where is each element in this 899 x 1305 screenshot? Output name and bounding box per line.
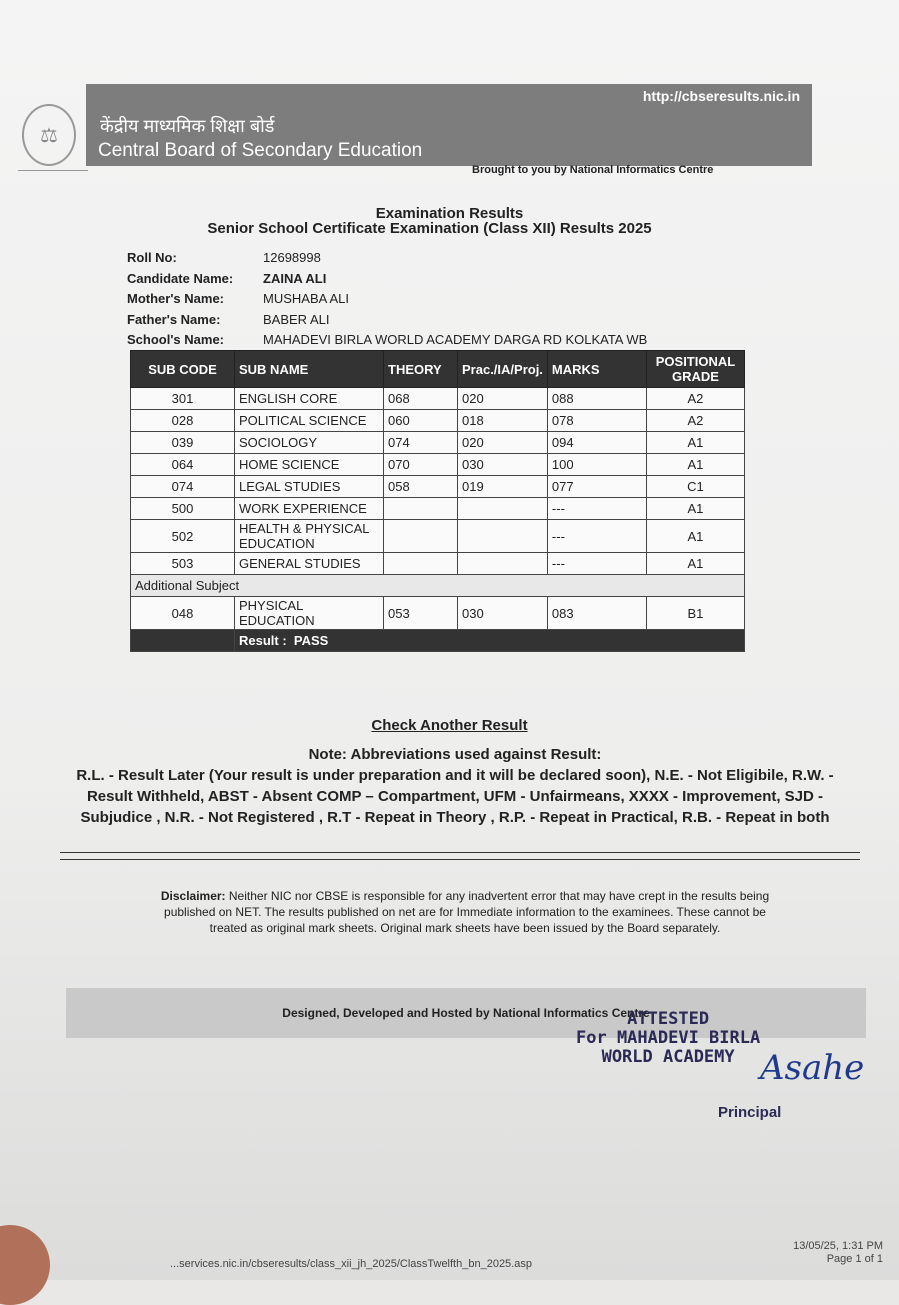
- cell: HOME SCIENCE: [235, 454, 384, 476]
- board-title: Central Board of Secondary Education: [98, 140, 423, 161]
- info-label: Mother's Name:: [127, 291, 224, 306]
- cell: POLITICAL SCIENCE: [235, 410, 384, 432]
- cell: 074: [131, 476, 235, 498]
- cell: [384, 553, 458, 575]
- cell: A1: [646, 498, 744, 520]
- cell: [384, 520, 458, 553]
- info-row: [127, 271, 647, 292]
- col-sub-name: SUB NAME: [235, 351, 384, 388]
- double-divider: [60, 852, 860, 860]
- cell: A1: [646, 432, 744, 454]
- table-row: [131, 454, 745, 476]
- disclaimer-label: Disclaimer:: [160, 889, 226, 903]
- exam-subheading: Senior School Certificate Examination (Class XII) Results 2025: [207, 220, 652, 237]
- additional-subject-row: [131, 575, 745, 597]
- cell: A1: [646, 553, 744, 575]
- cell: 048: [131, 597, 235, 630]
- cell: 503: [131, 553, 235, 575]
- info-label: Candidate Name:: [127, 270, 234, 286]
- print-datetime: 13/05/25, 1:31 PM: [793, 1240, 883, 1252]
- cell: 502: [131, 520, 235, 553]
- principal-signature: Asahe: [760, 1048, 865, 1088]
- table-row: [131, 432, 745, 454]
- cell: GENERAL STUDIES: [235, 553, 384, 575]
- cell: 064: [131, 454, 235, 476]
- cell: 018: [458, 410, 548, 432]
- cell: HEALTH & PHYSICAL EDUCATION: [235, 520, 384, 553]
- exam-heading: Examination Results: [375, 205, 524, 222]
- cell: 058: [384, 476, 458, 498]
- table-row: [131, 388, 745, 410]
- disclaimer: [160, 888, 770, 936]
- info-value: MAHADEVI BIRLA WORLD ACADEMY DARGA RD KOLKATA WB: [263, 332, 648, 347]
- table-row: [131, 410, 745, 432]
- stamp-line: ATTESTED: [627, 1009, 710, 1029]
- cell: 500: [131, 498, 235, 520]
- finger: [0, 1225, 50, 1305]
- cell: SOCIOLOGY: [235, 432, 384, 454]
- result-cell: [235, 630, 745, 652]
- cell: ---: [547, 553, 646, 575]
- cell: [458, 553, 548, 575]
- candidate-info: [127, 250, 647, 353]
- check-another-result-link[interactable]: Check Another Result: [371, 717, 528, 734]
- table-row: [131, 520, 745, 553]
- table-row: [131, 498, 745, 520]
- cell: 078: [547, 410, 646, 432]
- cell: A2: [646, 410, 744, 432]
- header-banner: [86, 84, 812, 166]
- col-practical: Prac./IA/Proj.: [458, 351, 548, 388]
- cell: 019: [458, 476, 548, 498]
- result-label: Result :: [239, 633, 287, 648]
- note-title: Note: Abbreviations used against Result:: [308, 746, 602, 763]
- print-url: ...services.nic.in/cbseresults/class_xii_jh_2025/ClassTwelfth_bn_2025.asp: [170, 1258, 532, 1270]
- cell: 074: [384, 432, 458, 454]
- cell: C1: [646, 476, 744, 498]
- abbreviation-note: [60, 744, 850, 828]
- cell: 060: [384, 410, 458, 432]
- additional-label: Additional Subject: [131, 575, 745, 597]
- cell: A2: [646, 388, 744, 410]
- note-text: R.L. - Result Later (Your result is under preparation and it will be declared soon), N.E. - Not Eligibile, R.W. - Result Withheld, ABST - Absent COMP – Compartment, UFM - Unfairmeans, XXXX - Improvement, SJD - Subjudice , N.R. - Not Registered , R.T - Repeat in Theory , R.P. - Repeat in Practical, R.B. - Repeat in both: [76, 767, 834, 826]
- table-row: [131, 476, 745, 498]
- col-grade: POSITIONAL GRADE: [646, 351, 744, 388]
- cell: 100: [547, 454, 646, 476]
- principal-label: Principal: [718, 1104, 782, 1121]
- cell: A1: [646, 454, 744, 476]
- cell: 083: [547, 597, 646, 630]
- info-row: [127, 250, 647, 271]
- cell: 039: [131, 432, 235, 454]
- footer-credit: Designed, Developed and Hosted by National Informatics Centre: [66, 988, 866, 1038]
- info-label: Father's Name:: [127, 311, 221, 327]
- cell: B1: [646, 597, 744, 630]
- table-row: [131, 597, 745, 630]
- cell: A1: [646, 520, 744, 553]
- cell: 070: [384, 454, 458, 476]
- info-value: MUSHABA ALI: [263, 291, 349, 306]
- cbse-logo-icon: ⚖: [22, 104, 76, 166]
- cell: 020: [458, 388, 548, 410]
- cell: WORK EXPERIENCE: [235, 498, 384, 520]
- cell: [384, 498, 458, 520]
- cell: 094: [547, 432, 646, 454]
- cell: ---: [547, 498, 646, 520]
- divider: [18, 170, 88, 171]
- page-number: Page 1 of 1: [826, 1253, 883, 1265]
- info-value: 12698998: [263, 250, 321, 265]
- brought-by: Brought to you by National Informatics Centre: [472, 164, 714, 176]
- cell: 088: [547, 388, 646, 410]
- cell: [131, 630, 235, 652]
- cell: [458, 498, 548, 520]
- cell: 077: [547, 476, 646, 498]
- disclaimer-text: Neither NIC nor CBSE is responsible for any inadvertent error that may have crept in the results being published on NET. The results published on net are for Immediate information to the examinees. These cannot be treated as original mark sheets. Original mark sheets have been issued by the Board separately.: [164, 889, 770, 935]
- stamp-line: For MAHADEVI BIRLA: [576, 1028, 761, 1048]
- col-sub-code: SUB CODE: [131, 351, 235, 388]
- cell: 030: [458, 454, 548, 476]
- col-marks: MARKS: [547, 351, 646, 388]
- marks-table: [130, 350, 745, 652]
- table-header: [131, 351, 745, 388]
- cell: 053: [384, 597, 458, 630]
- col-theory: THEORY: [384, 351, 458, 388]
- attested-stamp: [576, 1010, 760, 1067]
- hindi-title: केंद्रीय माध्यमिक शिक्षा बोर्ड: [100, 116, 275, 136]
- site-url[interactable]: http://cbseresults.nic.in: [642, 88, 800, 104]
- info-row: [127, 312, 647, 333]
- cell: ENGLISH CORE: [235, 388, 384, 410]
- cell: ---: [547, 520, 646, 553]
- info-label: School's Name:: [127, 332, 225, 347]
- stamp-line: WORLD ACADEMY: [601, 1047, 735, 1067]
- info-label: Roll No:: [127, 250, 177, 265]
- print-info: [793, 1240, 883, 1266]
- cell: LEGAL STUDIES: [235, 476, 384, 498]
- cell: 020: [458, 432, 548, 454]
- result-row: [131, 630, 745, 652]
- cell: 068: [384, 388, 458, 410]
- table-row: [131, 553, 745, 575]
- cell: 030: [458, 597, 548, 630]
- info-row: [127, 291, 647, 312]
- cell: [458, 520, 548, 553]
- cell: 301: [131, 388, 235, 410]
- info-value: BABER ALI: [263, 311, 330, 327]
- cell: PHYSICAL EDUCATION: [235, 597, 384, 630]
- result-value: PASS: [293, 633, 329, 648]
- cell: 028: [131, 410, 235, 432]
- info-value: ZAINA ALI: [263, 270, 327, 286]
